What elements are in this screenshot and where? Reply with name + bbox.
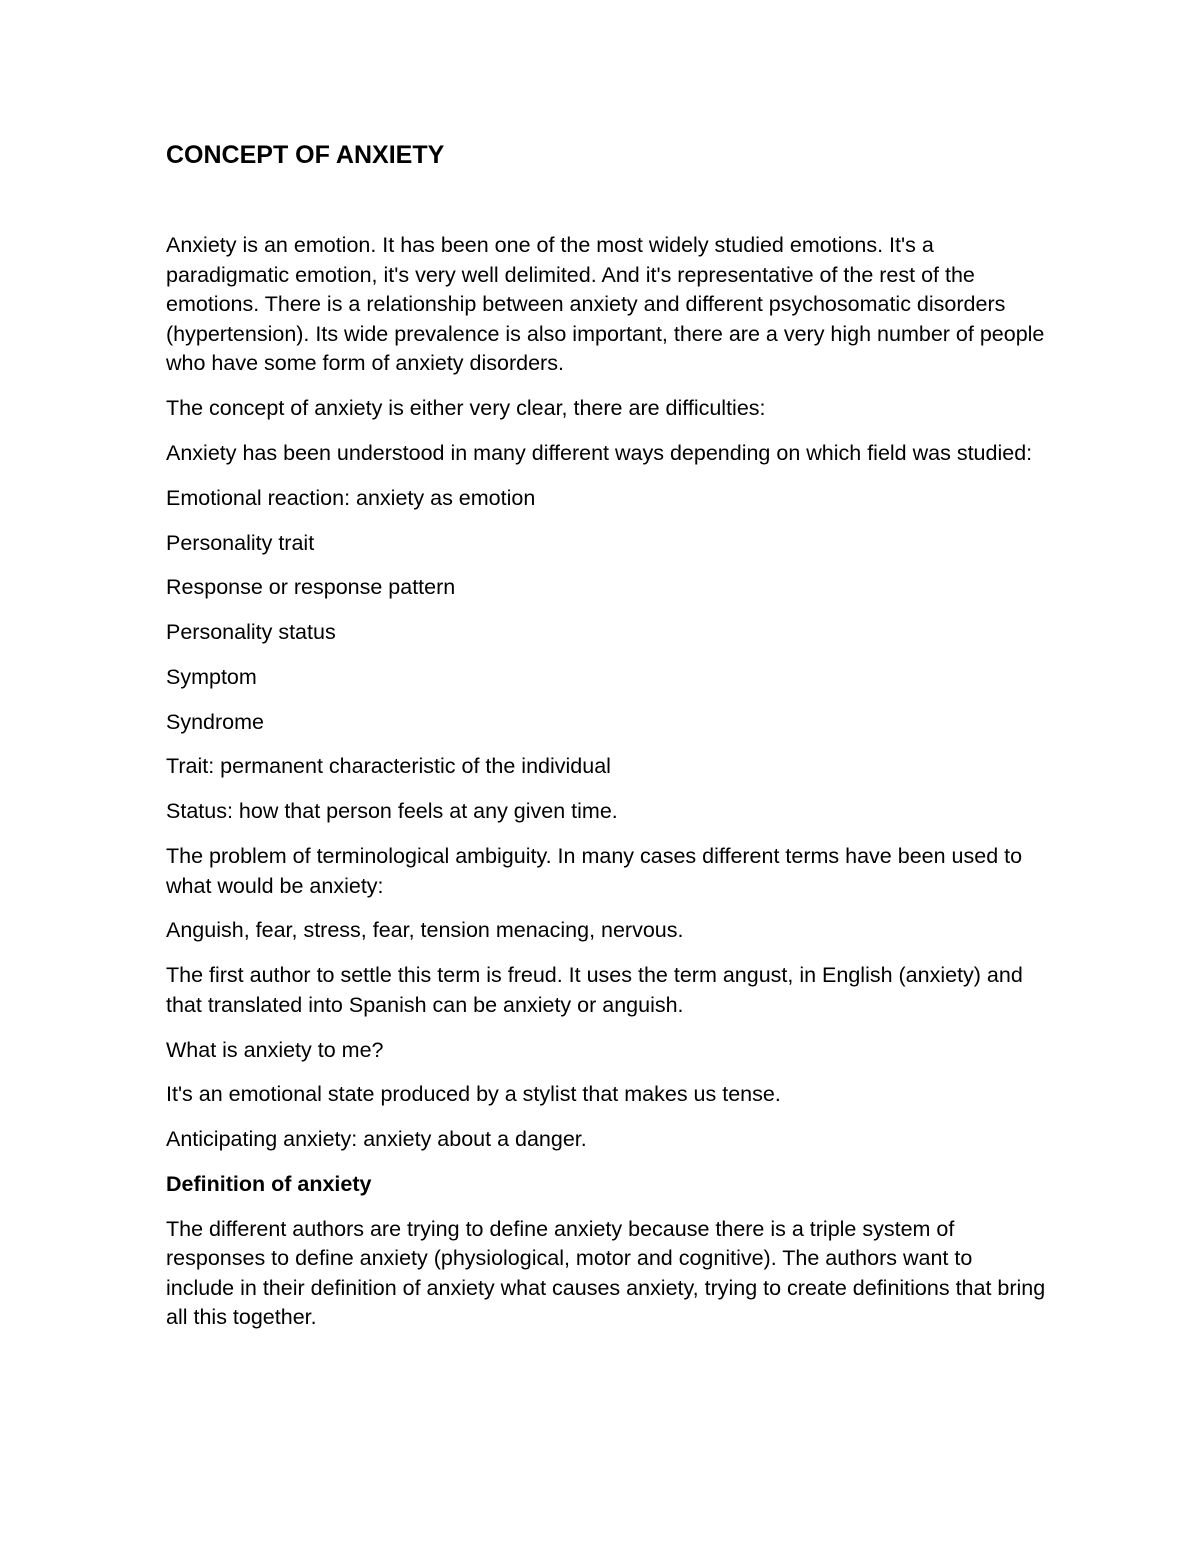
paragraph-question: What is anxiety to me? (166, 1037, 384, 1062)
list-item-personality-trait: Personality trait (166, 530, 315, 555)
list-item-emotional-reaction: Emotional reaction: anxiety as emotion (166, 485, 536, 510)
paragraph-trait: Trait: permanent characteristic of the individual (166, 754, 611, 779)
paragraph-definition: The different authors are trying to define anxiety because there is a triple system of responses to define anxiety (physiological, motor and cognitive). The authors want to include in their definition of anxiety what causes anxiety, trying to create definitions that bring all this together. (166, 1216, 1046, 1330)
paragraph-intro: Anxiety is an emotion. It has been one of the most widely studied emotions. It's a paradigmatic emotion, it's very well delimited. And it's representative of the rest of the emotions. There is a relationship between anxiety and different psychosomatic disorders (hypertension). Its wide prevalence is also important, there are a very high number of people who have some form of anxiety disorders. (166, 233, 1045, 376)
paragraph-emotional-state: It's an emotional state produced by a stylist that makes us tense. (166, 1082, 781, 1107)
section-heading-definition: Definition of anxiety (166, 1171, 372, 1196)
paragraph-concept: The concept of anxiety is either very clear, there are difficulties: (166, 396, 766, 421)
paragraph-ambiguity: The problem of terminological ambiguity. In many cases different terms have been used to what would be anxiety: (166, 843, 1023, 898)
list-item-syndrome: Syndrome (166, 709, 264, 734)
paragraph-status: Status: how that person feels at any given time. (166, 799, 618, 824)
paragraph-anticipating: Anticipating anxiety: anxiety about a danger. (166, 1127, 587, 1152)
paragraph-terms: Anguish, fear, stress, fear, tension menacing, nervous. (166, 918, 684, 943)
paragraph-freud: The first author to settle this term is freud. It uses the term angust, in English (anxiety) and that translated into Spanish can be anxiety or anguish. (166, 963, 1023, 1017)
paragraph-understood: Anxiety has been understood in many different ways depending on which field was studied: (166, 440, 1033, 465)
list-item-response-pattern: Response or response pattern (166, 575, 456, 600)
list-item-symptom: Symptom (166, 664, 257, 689)
list-item-personality-status: Personality status (166, 620, 336, 645)
document-title: CONCEPT OF ANXIETY (166, 141, 445, 169)
document-page (166, 139, 1046, 1348)
